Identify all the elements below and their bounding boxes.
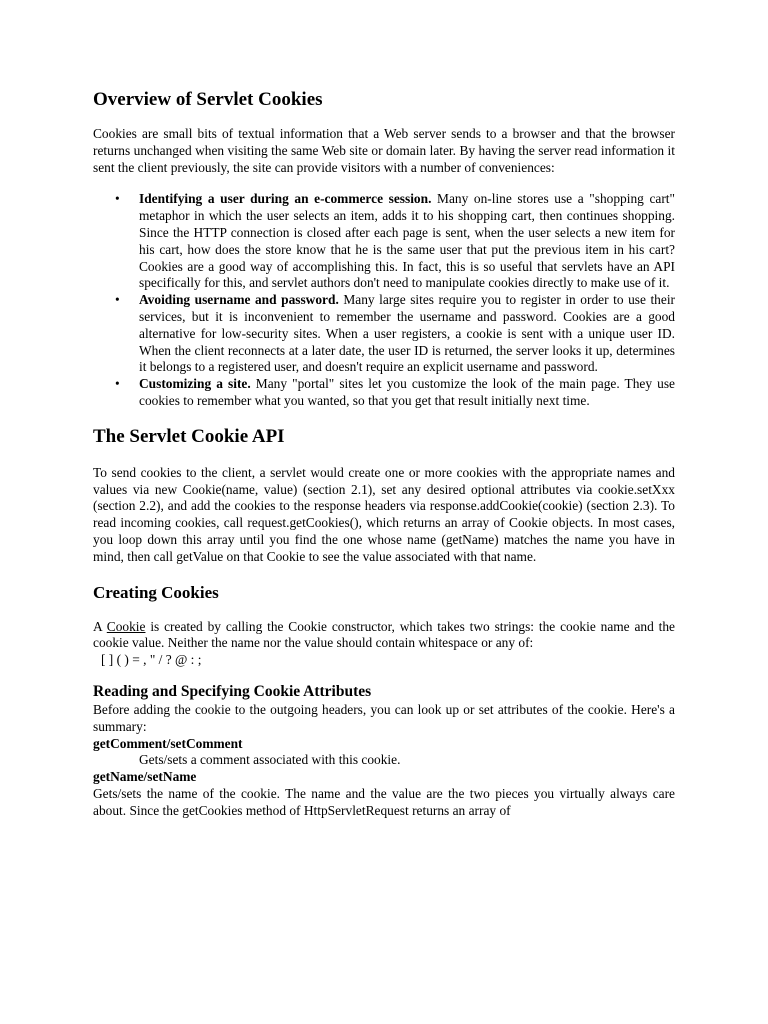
creating-cookies-body (93, 619, 675, 653)
forbidden-characters: [ ] ( ) = , " / ? @ : ; (101, 652, 202, 668)
heading-cookie-api: The Servlet Cookie API (93, 425, 285, 447)
cookie-link[interactable]: Cookie (106, 618, 146, 634)
bullet-icon: • (115, 191, 120, 207)
heading-reading-attributes: Reading and Specifying Cookie Attributes (93, 682, 372, 700)
list-item (115, 376, 675, 410)
overview-intro: Cookies are small bits of textual information that a Web server sends to a browser and that the browser returns unchanged when visiting the same Web site or domain later. By having the server read information it sent the client previously, the site can provide visitors with a number of conveniences: (93, 126, 675, 175)
bullet-icon: • (115, 376, 120, 392)
heading-creating-cookies: Creating Cookies (93, 582, 219, 602)
term-get-comment: getComment/setComment (93, 735, 243, 751)
list-item-lead: Customizing a site. (139, 376, 251, 392)
bullet-icon: • (115, 292, 120, 308)
list-item-lead: Identifying a user during an e-commerce session. (139, 191, 432, 207)
creating-prefix: A (93, 618, 107, 634)
creating-text: is created by calling the Cookie constructor, which takes two strings: the cookie name and the cookie value. Neither the name nor the value should contain whitespace or any of: (93, 618, 676, 651)
desc-get-name: Gets/sets the name of the cookie. The name and the value are the two pieces you virtually always care about. Since the getCookies method of HttpServletRequest returns an array of (93, 785, 675, 818)
list-item-text: Many "portal" sites let you customize the look of the main page. They use cookies to remember what you wanted, so that you get that result initially next time. (139, 376, 675, 408)
reading-intro: Before adding the cookie to the outgoing headers, you can look up or set attributes of the cookie. Here's a summary: (93, 701, 675, 734)
list-item (115, 292, 676, 376)
list-item (115, 191, 675, 292)
list-item-lead: Avoiding username and password. (139, 292, 339, 308)
cookie-api-body: To send cookies to the client, a servlet would create one or more cookies with the appropriate names and values via new Cookie(name, value) (section 2.1), set any desired optional attributes via cookie.setXxx (section 2.2), and add the cookies to the response headers via response.addCookie(cookie) (section 2.3). To read incoming cookies, call request.getCookies(), which returns an array of Cookie objects. In most cases, you loop down this array until you find the one whose name (getName) matches the name you have in mind, then call getValue on that Cookie to see the value associated with that name. (93, 464, 675, 564)
list-item-text: Many large sites require you to register in order to use their services, but it is inconvenient to remember the username and password. Cookies are a good alternative for low-security sites. When a user registers, a cookie is sent with a unique user ID. When the client reconnects at a later date, the user ID is returned, the server looks it up, determines it belongs to a registered user, and doesn't require an explicit username and password. (139, 292, 676, 375)
document-page (93, 86, 675, 820)
desc-get-comment: Gets/sets a comment associated with this cookie. (139, 752, 401, 768)
term-get-name: getName/setName (93, 769, 197, 785)
list-item-text: Many on-line stores use a "shopping cart" metaphor in which the user selects an item, adds it to his shopping cart, then continues shopping. Since the HTTP connection is closed after each page is sent, when the user selects a new item for his cart, how does the store know that he is the same user that put the previous item in his cart? Cookies are a good way of accomplishing this. In fact, this is so useful that servlets have an API specifically for this, and servlet authors don't need to manipulate cookies directly to make use of it. (139, 191, 675, 291)
conveniences-list (93, 191, 675, 409)
heading-overview: Overview of Servlet Cookies (93, 89, 323, 110)
